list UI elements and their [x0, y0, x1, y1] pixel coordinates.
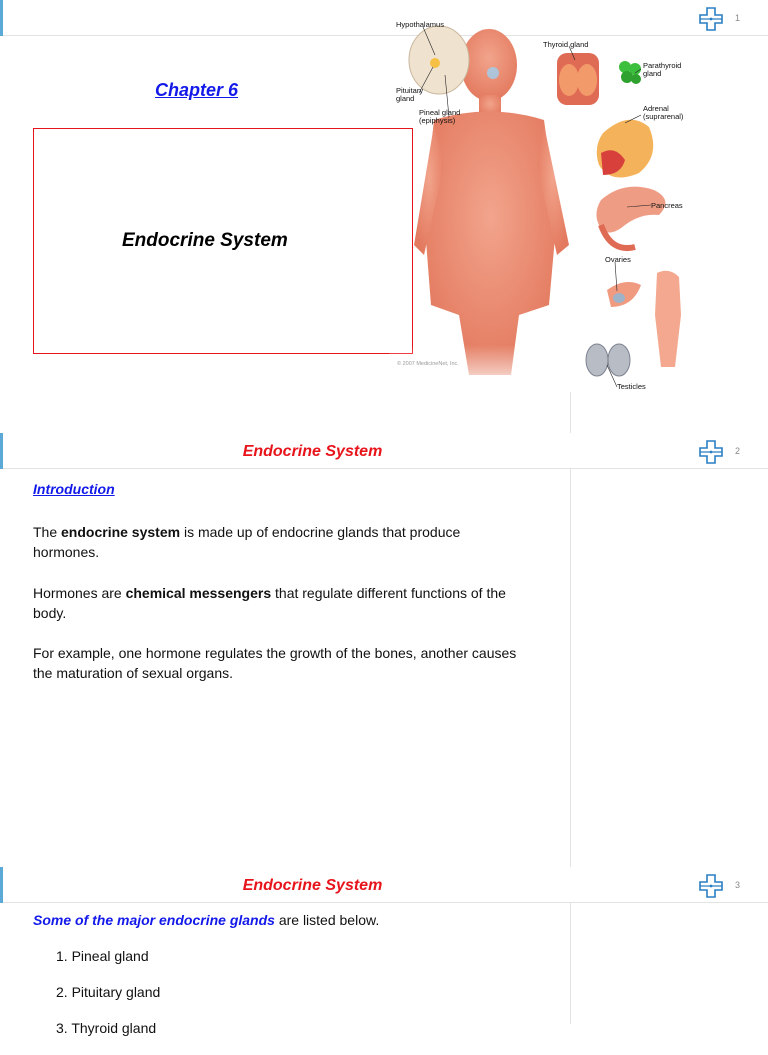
title-box	[33, 128, 413, 354]
label-copyright: © 2007 MedicineNet, Inc.	[397, 361, 459, 367]
label-thyroid: Thyroid gland	[543, 40, 589, 49]
list-item: 2. Pituitary gland	[56, 984, 161, 1000]
slide-side-rule	[570, 392, 571, 433]
label-adrenal: Adrenal	[643, 104, 669, 113]
label-pineal: Pineal gland	[419, 108, 461, 117]
introduction-link[interactable]: Introduction	[33, 481, 115, 497]
text-segment: is made up of endocrine glands that produce hormones.	[33, 524, 461, 560]
box-title: Endocrine System	[122, 230, 288, 251]
label-testicles: Testicles	[617, 382, 646, 391]
text-segment: Hormones are	[33, 585, 126, 601]
slide-accent-bar	[0, 867, 3, 903]
label-parathyroid-2: gland	[643, 69, 662, 78]
label-pancreas: Pancreas	[651, 201, 683, 210]
slide-side-rule	[570, 469, 571, 867]
label-parathyroid: Parathyroid	[643, 61, 682, 70]
slide-accent-bar	[0, 0, 3, 36]
slide-title: Endocrine System	[242, 443, 383, 460]
label-pituitary: Pituitary	[396, 86, 424, 95]
slide-side-rule	[570, 903, 571, 1024]
medical-cross-icon	[699, 440, 723, 464]
slide-header-rule	[3, 468, 768, 469]
label-hypothalamus: Hypothalamus	[396, 20, 444, 29]
bold-term: endocrine system	[61, 524, 181, 540]
label-ovaries: Ovaries	[605, 255, 631, 264]
paragraph-hormones	[33, 583, 523, 623]
bold-term: chemical messengers	[125, 585, 272, 601]
slide-accent-bar	[0, 433, 3, 469]
slide-3	[0, 867, 768, 1036]
chapter-link[interactable]: Chapter 6	[155, 80, 239, 100]
glands-intro	[33, 912, 379, 928]
highlight-text: Some of the major endocrine glands	[33, 912, 275, 928]
label-adrenal-2: (suprarenal)	[643, 112, 684, 121]
label-pineal-2: (epiphysis)	[419, 116, 456, 125]
slide-1	[0, 0, 768, 433]
paragraph-example: For example, one hormone regulates the growth of the bones, another causes the maturation of sexual organs.	[33, 645, 517, 681]
gland-list	[56, 947, 160, 1055]
list-item: 1. Pineal gland	[56, 948, 149, 964]
slide-title: Endocrine System	[242, 877, 383, 894]
label-pituitary-2: gland	[396, 94, 415, 103]
endocrine-illustration	[389, 15, 704, 393]
thyroid-inset	[557, 53, 641, 105]
slide-2	[0, 433, 768, 867]
paragraph-endocrine-system	[33, 522, 523, 562]
list-item: 3. Thyroid gland	[56, 1020, 157, 1036]
medical-cross-icon	[699, 874, 723, 898]
page-number: 1	[735, 13, 741, 23]
text-segment: The	[33, 524, 62, 540]
page-number: 2	[735, 446, 741, 456]
text-segment: are listed below.	[274, 912, 380, 928]
text-segment: that regulate different functions of the body.	[33, 585, 506, 621]
slide-header-rule	[3, 902, 768, 903]
page-number: 3	[735, 880, 741, 890]
